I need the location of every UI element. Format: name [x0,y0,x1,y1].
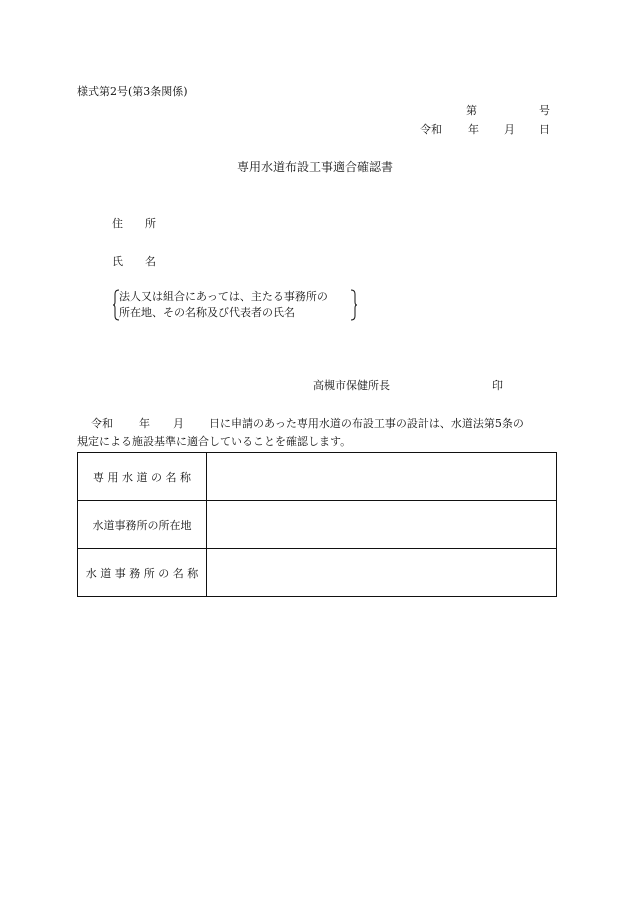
seal-mark: 印 [492,379,503,392]
form-number: 様式第2号(第3条関係) [77,85,188,98]
body-line2: 規定による施設基準に適合していることを確認します。 [77,435,352,448]
row-label-waterworks-name: 専 用 水 道 の 名 称 [78,453,207,501]
table-row [78,549,557,597]
corporate-note-line2: 所在地、その名称及び代表者の氏名 [119,306,295,319]
table-row [78,501,557,549]
corporate-note [113,289,357,321]
document-title: 専用水道布設工事適合確認書 [237,160,394,174]
document-number-suffix: 号 [539,104,550,117]
body-era: 令和 [91,417,113,430]
row-label-office-location: 水道事務所の所在地 [78,501,207,549]
name-label: 氏 名 [112,255,156,268]
date-day: 日 [539,123,550,136]
date-era: 令和 [420,123,442,136]
row-label-office-name: 水 道 事 務 所 の 名 称 [78,549,207,597]
row-value-office-location [207,501,557,549]
corporate-note-line1: 法人又は組合にあっては、主たる事務所の [119,290,328,303]
row-value-waterworks-name [207,453,557,501]
body-line1-rest: 日に申請のあった専用水道の布設工事の設計は、水道法第5条の [209,417,524,430]
date-month: 月 [504,123,515,136]
address-label: 住 所 [112,217,156,230]
body-month: 月 [173,417,184,430]
row-value-office-name [207,549,557,597]
date-year: 年 [468,123,479,136]
table-row [78,453,557,501]
facility-table [77,452,557,597]
issuer-name: 高槻市保健所長 [313,379,390,392]
document-number-prefix: 第 [466,104,477,117]
body-year: 年 [139,417,150,430]
